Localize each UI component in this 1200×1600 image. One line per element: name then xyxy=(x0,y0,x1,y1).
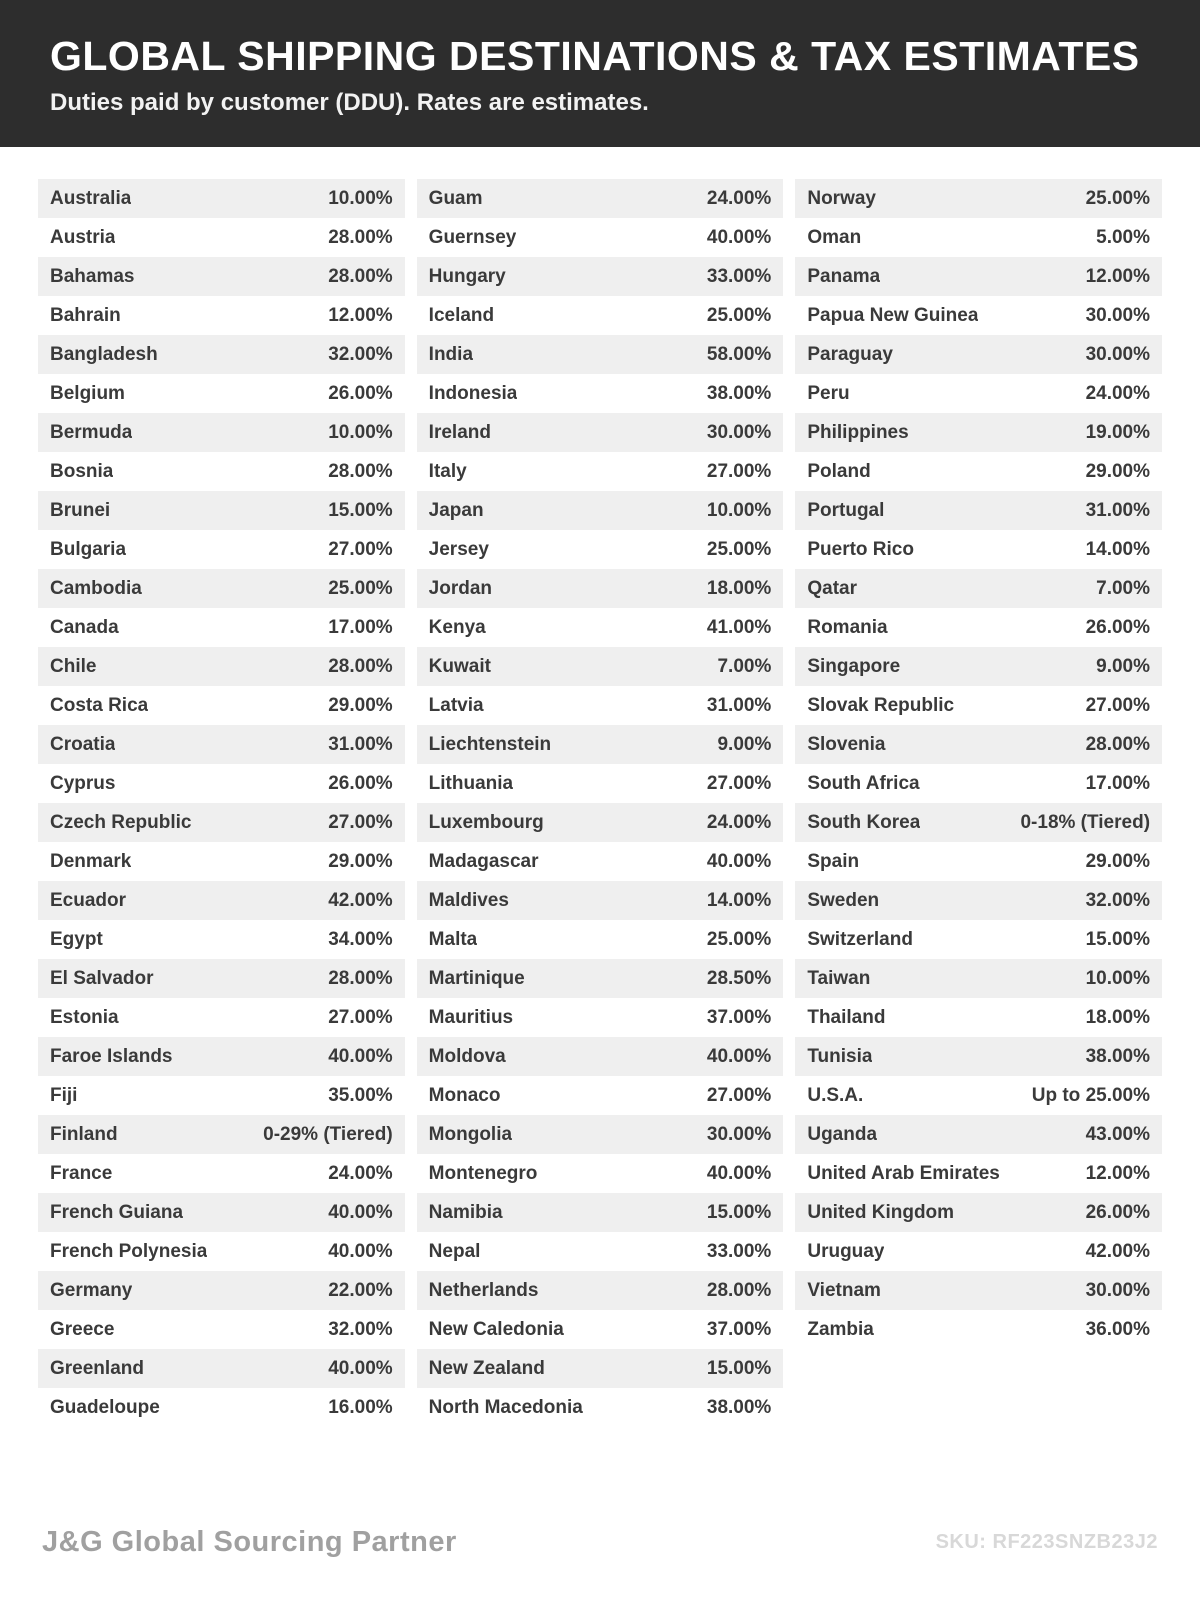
country-name: Bosnia xyxy=(50,460,114,482)
rate-row xyxy=(38,998,405,1037)
rate-row xyxy=(417,569,784,608)
tax-rate: 25.00% xyxy=(706,928,772,950)
rate-row xyxy=(417,1115,784,1154)
country-name: Oman xyxy=(807,226,862,248)
rate-row xyxy=(417,179,784,218)
country-name: Monaco xyxy=(428,1084,501,1106)
country-name: Brunei xyxy=(50,499,111,521)
tax-rate: 31.00% xyxy=(328,733,393,755)
header-banner xyxy=(0,0,1200,147)
country-name: Qatar xyxy=(807,577,857,599)
country-name: South Africa xyxy=(807,772,920,794)
rate-row xyxy=(38,1076,405,1115)
tax-rate: 15.00% xyxy=(328,499,393,521)
rate-row xyxy=(795,1271,1162,1310)
rate-row xyxy=(417,413,784,452)
country-name: Slovak Republic xyxy=(807,694,955,716)
country-name: Guernsey xyxy=(428,226,517,248)
rate-row xyxy=(795,647,1162,686)
rate-row xyxy=(38,1349,405,1388)
country-name: French Guiana xyxy=(50,1201,184,1223)
tax-rate: 15.00% xyxy=(1085,928,1151,950)
tax-rate: 24.00% xyxy=(1085,382,1151,404)
tax-rate: 15.00% xyxy=(706,1357,772,1379)
tax-rate: 32.00% xyxy=(328,343,393,365)
rate-row xyxy=(795,1037,1162,1076)
rate-row xyxy=(417,452,784,491)
country-name: Papua New Guinea xyxy=(807,304,979,326)
rate-row xyxy=(417,491,784,530)
country-name: Uganda xyxy=(807,1123,878,1145)
tax-rate: 5.00% xyxy=(1096,226,1151,248)
rate-row xyxy=(417,1037,784,1076)
country-name: Cyprus xyxy=(50,772,116,794)
tax-rate: 22.00% xyxy=(328,1279,393,1301)
rate-row xyxy=(795,257,1162,296)
rate-row xyxy=(417,803,784,842)
tax-rate: 30.00% xyxy=(1085,304,1151,326)
tax-rate: 30.00% xyxy=(706,421,772,443)
tax-rate: 28.00% xyxy=(328,967,393,989)
rate-row xyxy=(417,335,784,374)
tax-rate: 7.00% xyxy=(1096,577,1151,599)
country-name: Vietnam xyxy=(807,1279,881,1301)
country-name: New Caledonia xyxy=(428,1318,564,1340)
country-name: North Macedonia xyxy=(428,1396,583,1418)
tax-rate: 27.00% xyxy=(706,1084,772,1106)
tax-rate: 24.00% xyxy=(328,1162,393,1184)
rate-row xyxy=(38,803,405,842)
rate-row xyxy=(38,335,405,374)
country-name: Romania xyxy=(807,616,888,638)
rate-row xyxy=(38,920,405,959)
country-name: Guam xyxy=(428,187,483,209)
country-name: Australia xyxy=(50,187,132,209)
tax-rate: 32.00% xyxy=(1085,889,1151,911)
rate-row xyxy=(795,1193,1162,1232)
sku-label: SKU: RF223SNZB23J2 xyxy=(935,1530,1158,1553)
tax-rate: 29.00% xyxy=(328,850,393,872)
rate-row xyxy=(795,764,1162,803)
tax-rate: 12.00% xyxy=(328,304,393,326)
rate-row xyxy=(795,1115,1162,1154)
country-name: Germany xyxy=(50,1279,133,1301)
rate-row xyxy=(38,452,405,491)
country-name: Uruguay xyxy=(807,1240,885,1262)
rate-row xyxy=(795,608,1162,647)
rate-row xyxy=(795,1154,1162,1193)
rate-row xyxy=(417,608,784,647)
country-name: Kenya xyxy=(428,616,486,638)
country-name: Puerto Rico xyxy=(807,538,914,560)
rate-row xyxy=(417,1154,784,1193)
tax-rate: 37.00% xyxy=(706,1006,772,1028)
tax-rate: 24.00% xyxy=(706,187,772,209)
country-name: Chile xyxy=(50,655,97,677)
tax-rate: 30.00% xyxy=(1085,343,1151,365)
tax-rate: 25.00% xyxy=(1085,187,1151,209)
rate-row xyxy=(795,1076,1162,1115)
country-name: Mongolia xyxy=(428,1123,513,1145)
rate-row xyxy=(417,959,784,998)
tax-rate: 38.00% xyxy=(1085,1045,1151,1067)
country-name: Denmark xyxy=(50,850,132,872)
rate-row xyxy=(38,179,405,218)
country-name: Netherlands xyxy=(428,1279,539,1301)
rate-row xyxy=(38,374,405,413)
rate-row xyxy=(795,374,1162,413)
country-name: Kuwait xyxy=(428,655,491,677)
rate-row xyxy=(795,686,1162,725)
brand-name: J&G Global Sourcing Partner xyxy=(42,1525,457,1558)
rate-row xyxy=(417,1076,784,1115)
tax-rate: 9.00% xyxy=(1096,655,1151,677)
rate-row xyxy=(38,491,405,530)
tax-rate: 33.00% xyxy=(706,1240,772,1262)
tax-rate: 41.00% xyxy=(706,616,772,638)
rate-row xyxy=(38,959,405,998)
country-name: Namibia xyxy=(428,1201,503,1223)
page-subtitle: Duties paid by customer (DDU). Rates are estimates. xyxy=(50,89,649,117)
tax-rate: 30.00% xyxy=(1085,1279,1151,1301)
country-name: Cambodia xyxy=(50,577,142,599)
rate-row xyxy=(795,803,1162,842)
country-name: Moldova xyxy=(428,1045,506,1067)
tax-rate: 27.00% xyxy=(328,811,393,833)
country-name: Sweden xyxy=(807,889,880,911)
country-name: Martinique xyxy=(428,967,525,989)
tax-rate: 24.00% xyxy=(706,811,772,833)
rate-row xyxy=(417,686,784,725)
country-name: Philippines xyxy=(807,421,909,443)
country-name: Czech Republic xyxy=(50,811,192,833)
rate-row xyxy=(795,335,1162,374)
tax-rate: 29.00% xyxy=(1085,460,1151,482)
country-name: Singapore xyxy=(807,655,901,677)
country-name: Bahrain xyxy=(50,304,121,326)
tax-rate: 28.00% xyxy=(1085,733,1151,755)
rate-row xyxy=(38,257,405,296)
tax-rate: 17.00% xyxy=(1085,772,1151,794)
country-name: Indonesia xyxy=(428,382,518,404)
rate-row xyxy=(795,218,1162,257)
country-name: Faroe Islands xyxy=(50,1045,173,1067)
rate-row xyxy=(795,296,1162,335)
country-name: Mauritius xyxy=(428,1006,514,1028)
rate-row xyxy=(38,608,405,647)
country-name: Peru xyxy=(807,382,850,404)
rate-row xyxy=(38,881,405,920)
tax-rate: 25.00% xyxy=(706,538,772,560)
country-name: Jordan xyxy=(428,577,493,599)
tax-rate: 40.00% xyxy=(328,1240,393,1262)
rate-row xyxy=(417,725,784,764)
tax-rate: 17.00% xyxy=(328,616,393,638)
rate-row xyxy=(417,1232,784,1271)
country-name: Nepal xyxy=(428,1240,481,1262)
rate-column-1 xyxy=(38,179,405,1427)
tax-rate: 29.00% xyxy=(1085,850,1151,872)
country-name: Egypt xyxy=(50,928,103,950)
country-name: Portugal xyxy=(807,499,885,521)
rate-row xyxy=(417,374,784,413)
tax-rate: 31.00% xyxy=(706,694,772,716)
country-name: Japan xyxy=(428,499,484,521)
tax-rate: 26.00% xyxy=(1085,616,1151,638)
tax-rate: 16.00% xyxy=(328,1396,393,1418)
tax-rate: 7.00% xyxy=(717,655,772,677)
country-name: Panama xyxy=(807,265,881,287)
tax-rate: 12.00% xyxy=(1085,1162,1151,1184)
tax-rate: 27.00% xyxy=(328,1006,393,1028)
rate-row xyxy=(795,413,1162,452)
tax-rate: 28.00% xyxy=(328,226,393,248)
rates-table xyxy=(0,147,1200,1427)
rate-column-2 xyxy=(417,179,784,1427)
tax-rate: 36.00% xyxy=(1085,1318,1151,1340)
country-name: Liechtenstein xyxy=(428,733,552,755)
rate-row xyxy=(417,257,784,296)
rate-row xyxy=(38,296,405,335)
country-name: Poland xyxy=(807,460,871,482)
country-name: Lithuania xyxy=(428,772,514,794)
country-name: Belgium xyxy=(50,382,125,404)
country-name: Guadeloupe xyxy=(50,1396,160,1418)
rate-row xyxy=(417,842,784,881)
rate-row xyxy=(417,764,784,803)
country-name: Madagascar xyxy=(428,850,539,872)
country-name: Norway xyxy=(807,187,876,209)
rate-row xyxy=(38,764,405,803)
country-name: Italy xyxy=(428,460,467,482)
country-name: Austria xyxy=(50,226,116,248)
tax-rate: 40.00% xyxy=(706,1045,772,1067)
tax-rate: 40.00% xyxy=(706,1162,772,1184)
tax-rate: 40.00% xyxy=(328,1045,393,1067)
country-name: Ecuador xyxy=(50,889,127,911)
tax-rate: 19.00% xyxy=(1085,421,1151,443)
rate-row xyxy=(795,491,1162,530)
rate-row xyxy=(38,1232,405,1271)
tax-rate: 42.00% xyxy=(328,889,393,911)
country-name: Iceland xyxy=(428,304,495,326)
rate-row xyxy=(795,179,1162,218)
rate-row xyxy=(795,920,1162,959)
tax-rate: 35.00% xyxy=(328,1084,393,1106)
country-name: United Kingdom xyxy=(807,1201,955,1223)
country-name: India xyxy=(428,343,474,365)
rate-row xyxy=(795,1310,1162,1349)
country-name: Slovenia xyxy=(807,733,886,755)
rate-row xyxy=(417,530,784,569)
tax-rate: 12.00% xyxy=(1085,265,1151,287)
country-name: Croatia xyxy=(50,733,116,755)
tax-rate: 27.00% xyxy=(328,538,393,560)
tax-rate: 28.00% xyxy=(328,460,393,482)
country-name: Tunisia xyxy=(807,1045,873,1067)
rate-row xyxy=(417,296,784,335)
rate-row xyxy=(38,725,405,764)
rate-row xyxy=(38,1310,405,1349)
tax-rate: 28.50% xyxy=(706,967,772,989)
page-title: GLOBAL SHIPPING DESTINATIONS & TAX ESTIMATES xyxy=(50,33,1140,79)
rate-row xyxy=(795,452,1162,491)
rate-row xyxy=(795,881,1162,920)
tax-rate: 40.00% xyxy=(706,850,772,872)
rate-row xyxy=(38,218,405,257)
tax-rate: 37.00% xyxy=(706,1318,772,1340)
tax-rate: 40.00% xyxy=(328,1201,393,1223)
country-name: Spain xyxy=(807,850,860,872)
country-name: Fiji xyxy=(50,1084,78,1106)
rate-row xyxy=(417,998,784,1037)
tax-rate: 26.00% xyxy=(328,382,393,404)
tax-rate: 28.00% xyxy=(706,1279,772,1301)
country-name: United Arab Emirates xyxy=(807,1162,1000,1184)
tax-rate: 10.00% xyxy=(706,499,772,521)
rate-row xyxy=(417,1349,784,1388)
rate-row xyxy=(417,1271,784,1310)
country-name: Bangladesh xyxy=(50,343,158,365)
rate-row xyxy=(38,1271,405,1310)
tax-rate: 40.00% xyxy=(706,226,772,248)
tax-rate: 14.00% xyxy=(1085,538,1151,560)
rate-row xyxy=(795,959,1162,998)
rate-row xyxy=(38,686,405,725)
rate-row xyxy=(38,569,405,608)
country-name: Maldives xyxy=(428,889,509,911)
country-name: El Salvador xyxy=(50,967,154,989)
country-name: Switzerland xyxy=(807,928,913,950)
rate-row xyxy=(38,1388,405,1427)
rate-row xyxy=(417,1388,784,1427)
rate-row xyxy=(38,1037,405,1076)
country-name: Jersey xyxy=(428,538,489,560)
rate-row xyxy=(38,530,405,569)
country-name: Greenland xyxy=(50,1357,144,1379)
tax-rate: 14.00% xyxy=(706,889,772,911)
tax-rate: 25.00% xyxy=(706,304,772,326)
tax-rate: 25.00% xyxy=(328,577,393,599)
rate-row xyxy=(795,725,1162,764)
country-name: Costa Rica xyxy=(50,694,149,716)
tax-rate: 28.00% xyxy=(328,265,393,287)
country-name: Bulgaria xyxy=(50,538,127,560)
rate-row xyxy=(38,647,405,686)
tax-rate: 38.00% xyxy=(706,1396,772,1418)
tax-rate: 18.00% xyxy=(1085,1006,1151,1028)
rate-row xyxy=(795,530,1162,569)
country-name: Luxembourg xyxy=(428,811,544,833)
tax-rate: 27.00% xyxy=(706,772,772,794)
tax-rate: 10.00% xyxy=(328,421,393,443)
country-name: Thailand xyxy=(807,1006,886,1028)
rate-row xyxy=(38,413,405,452)
rate-row xyxy=(38,842,405,881)
rate-row xyxy=(417,881,784,920)
tax-rate: 40.00% xyxy=(328,1357,393,1379)
tax-rate: 30.00% xyxy=(706,1123,772,1145)
tax-rate: Up to 25.00% xyxy=(1031,1084,1151,1106)
country-name: Latvia xyxy=(428,694,484,716)
country-name: Finland xyxy=(50,1123,118,1145)
country-name: France xyxy=(50,1162,113,1184)
rate-row xyxy=(417,1310,784,1349)
rate-row xyxy=(417,1193,784,1232)
tax-rate: 31.00% xyxy=(1085,499,1151,521)
country-name: Bermuda xyxy=(50,421,133,443)
country-name: U.S.A. xyxy=(807,1084,864,1106)
rate-row xyxy=(795,998,1162,1037)
tax-rate: 38.00% xyxy=(706,382,772,404)
country-name: Bahamas xyxy=(50,265,135,287)
tax-rate: 58.00% xyxy=(706,343,772,365)
country-name: South Korea xyxy=(807,811,921,833)
tax-rate: 29.00% xyxy=(328,694,393,716)
country-name: Montenegro xyxy=(428,1162,538,1184)
country-name: Taiwan xyxy=(807,967,871,989)
footer xyxy=(0,1510,1200,1600)
country-name: Ireland xyxy=(428,421,491,443)
rate-row xyxy=(795,569,1162,608)
country-name: Greece xyxy=(50,1318,115,1340)
rate-row xyxy=(417,647,784,686)
tax-rate: 27.00% xyxy=(706,460,772,482)
tax-rate: 15.00% xyxy=(706,1201,772,1223)
rate-row xyxy=(38,1154,405,1193)
rate-row xyxy=(38,1193,405,1232)
rate-row xyxy=(417,218,784,257)
rate-column-3 xyxy=(795,179,1162,1349)
tax-rate: 26.00% xyxy=(328,772,393,794)
tax-rate: 0-18% (Tiered) xyxy=(1020,811,1151,833)
country-name: Hungary xyxy=(428,265,506,287)
country-name: Estonia xyxy=(50,1006,119,1028)
tax-rate: 10.00% xyxy=(328,187,393,209)
tax-rate: 10.00% xyxy=(1085,967,1151,989)
rate-row xyxy=(38,1115,405,1154)
country-name: French Polynesia xyxy=(50,1240,208,1262)
tax-rate: 9.00% xyxy=(717,733,772,755)
tax-rate: 43.00% xyxy=(1085,1123,1151,1145)
country-name: Zambia xyxy=(807,1318,874,1340)
rate-row xyxy=(417,920,784,959)
country-name: Paraguay xyxy=(807,343,893,365)
country-name: New Zealand xyxy=(428,1357,545,1379)
tax-rate: 0-29% (Tiered) xyxy=(263,1123,393,1145)
country-name: Malta xyxy=(428,928,478,950)
rate-row xyxy=(795,842,1162,881)
tax-rate: 32.00% xyxy=(328,1318,393,1340)
tax-rate: 33.00% xyxy=(706,265,772,287)
tax-rate: 26.00% xyxy=(1085,1201,1151,1223)
tax-rate: 18.00% xyxy=(706,577,772,599)
tax-rate: 28.00% xyxy=(328,655,393,677)
country-name: Canada xyxy=(50,616,119,638)
tax-rate: 27.00% xyxy=(1085,694,1151,716)
tax-rate: 42.00% xyxy=(1085,1240,1151,1262)
tax-rate: 34.00% xyxy=(328,928,393,950)
rate-row xyxy=(795,1232,1162,1271)
